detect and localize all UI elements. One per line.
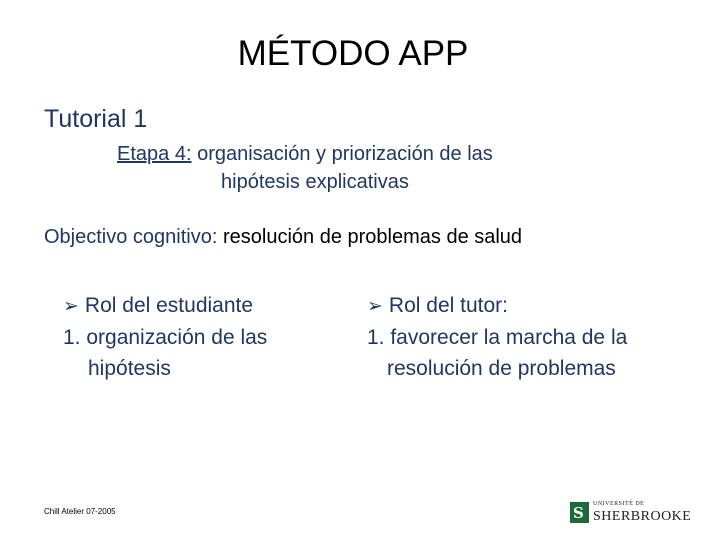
objective-line <box>44 226 522 249</box>
student-item-line2: hipótesis <box>88 357 171 380</box>
etapa-text-line1: organisación y priorización de las <box>197 143 493 165</box>
objective-label: Objectivo cognitivo: <box>44 226 218 248</box>
logo-bottom-text: SHERBROOKE <box>593 509 692 524</box>
etapa-block <box>117 140 493 196</box>
student-role-block <box>63 290 267 384</box>
etapa-label: Etapa 4: <box>117 143 192 165</box>
university-logo <box>570 500 692 526</box>
student-heading: Rol del estudiante <box>84 294 254 317</box>
arrow-bullet-icon: ➢ <box>367 296 383 317</box>
slide-title: MÉTODO APP <box>237 34 469 73</box>
etapa-text-line2: hipótesis explicativas <box>221 171 409 193</box>
arrow-bullet-icon: ➢ <box>63 296 79 317</box>
tutor-role-block <box>367 290 627 384</box>
objective-value: resolución de problemas de salud <box>222 226 523 248</box>
logo-top-text: UNIVERSITÉ DE <box>593 501 645 507</box>
footer-text: Chill Atelier 07-2005 <box>44 507 116 516</box>
tutor-heading: Rol del tutor: <box>388 294 508 317</box>
tutor-item-line2: resolución de problemas <box>387 357 616 380</box>
logo-mark-icon: S <box>570 502 589 523</box>
student-item-line1: 1. organización de las <box>63 326 268 349</box>
tutor-item-line1: 1. favorecer la marcha de la <box>367 326 628 349</box>
tutorial-heading: Tutorial 1 <box>44 105 148 133</box>
